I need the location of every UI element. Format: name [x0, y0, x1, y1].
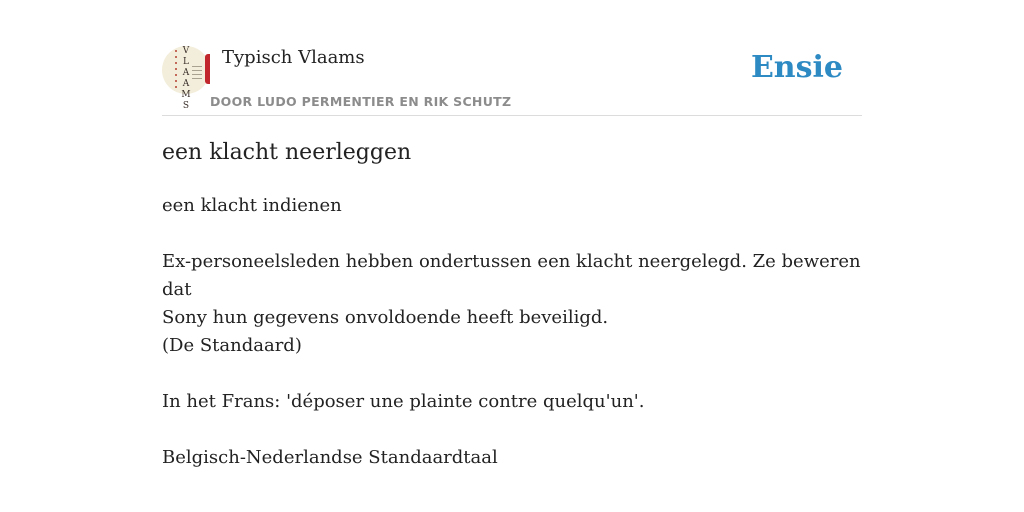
entry-body	[162, 192, 862, 472]
site-header	[162, 46, 862, 116]
french-note: In het Frans: 'déposer une plainte contre quelqu'un'.	[162, 391, 645, 412]
example-line-1: Ex-personeelsleden hebben ondertussen een klacht neergelegd. Ze beweren dat	[162, 251, 861, 300]
logo-dots	[175, 50, 177, 90]
entry-definition: een klacht indienen	[162, 195, 342, 216]
logo-red-band	[205, 54, 210, 84]
example-line-2: Sony hun gegevens onvoldoende heeft beveiligd.	[162, 307, 609, 328]
typisch-vlaams-logo[interactable]	[162, 46, 210, 111]
logo-lettering: V L A A M S	[181, 46, 191, 111]
entry-title: een klacht neerleggen	[162, 140, 412, 165]
logo-fine-print	[192, 66, 202, 80]
entry-category: Belgisch-Nederlandse Standaardtaal	[162, 447, 498, 468]
example-source: (De Standaard)	[162, 335, 302, 356]
site-title-link[interactable]: Typisch Vlaams	[222, 47, 365, 68]
ensie-logo-link[interactable]: Ensie	[750, 50, 843, 85]
authors-byline: DOOR LUDO PERMENTIER EN RIK SCHUTZ	[210, 94, 512, 109]
